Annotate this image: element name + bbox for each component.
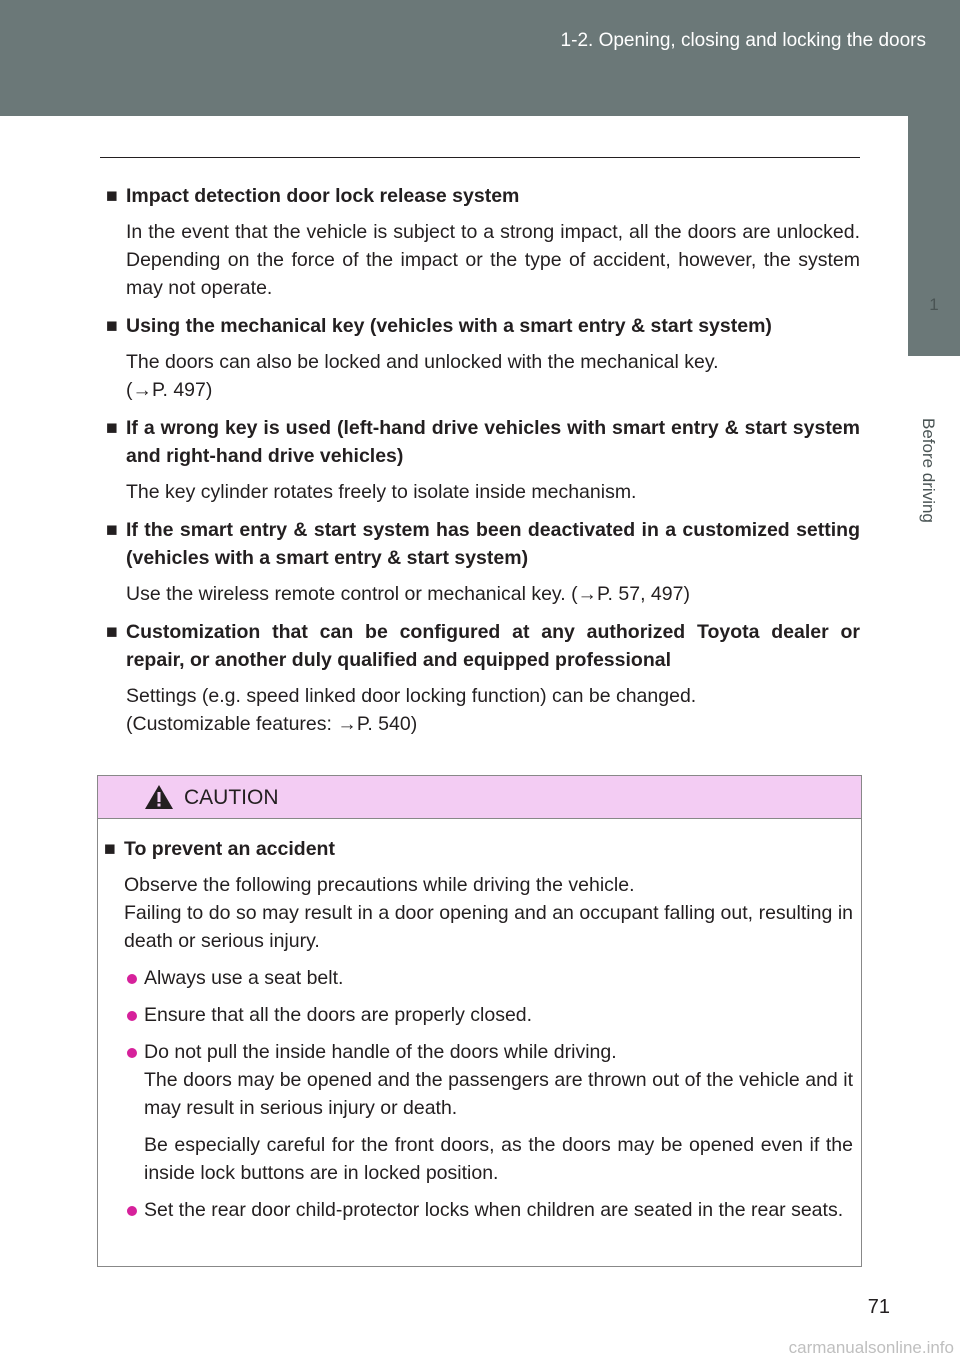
section-body [100, 348, 860, 404]
page-reference: (Customizable features: →P. 540) [126, 713, 418, 735]
square-bullet-icon: ■ [106, 417, 118, 439]
section-text: The doors can also be locked and unlocked with the mechanical key. [126, 351, 719, 373]
caution-header [98, 776, 861, 819]
section-body [100, 682, 860, 738]
chapter-header [0, 0, 960, 116]
section-heading [100, 414, 860, 470]
chapter-label: Before driving [919, 418, 938, 523]
square-bullet-icon: ■ [106, 315, 118, 337]
caution-bullet-detail: The doors may be opened and the passengers are thrown out of the vehicle and it may result in serious injury or death. [144, 1069, 853, 1119]
top-rule [100, 157, 860, 158]
section-heading [100, 516, 860, 572]
caution-title: CAUTION [184, 786, 279, 809]
watermark: carmanualsonline.info [788, 1338, 954, 1357]
section-heading-text: Using the mechanical key (vehicles with a smart entry & start system) [126, 315, 772, 337]
section-heading [100, 618, 860, 674]
section-text: Settings (e.g. speed linked door locking function) can be changed. [126, 685, 697, 707]
caution-heading [98, 835, 853, 863]
square-bullet-icon: ■ [106, 519, 118, 541]
square-bullet-icon: ■ [104, 838, 116, 860]
section-heading [100, 312, 860, 340]
section-body [100, 218, 860, 302]
section-text: In the event that the vehicle is subject to a strong impact, all the doors are unlocked. Depending on the force of the impact or the type of accident, however, the system may not operate. [126, 221, 860, 299]
section-heading-text: Customization that can be configured at any authorized Toyota dealer or repair, or another duly qualified and equipped professional [126, 621, 860, 671]
caution-bullet-detail-para [98, 1131, 853, 1187]
caution-box [97, 775, 862, 1267]
square-bullet-icon: ■ [106, 621, 118, 643]
section-heading-text: If the smart entry & start system has been deactivated in a customized setting (vehicles with a smart entry & start system) [126, 519, 860, 569]
chapter-side-tab [908, 116, 960, 356]
caution-intro-line: Failing to do so may result in a door opening and an occupant falling out, resulting in death or serious injury. [124, 902, 853, 952]
caution-body [98, 819, 861, 1224]
bullet-dot-icon [127, 974, 137, 984]
page-reference: (→P. 497) [126, 379, 213, 401]
caution-bullet [98, 1001, 853, 1029]
main-content [100, 157, 860, 748]
chapter-number: 1 [929, 295, 939, 314]
section-body [100, 478, 860, 506]
section-heading-text: Impact detection door lock release system [126, 185, 520, 207]
caution-bullet-text: Ensure that all the doors are properly closed. [144, 1004, 533, 1026]
chapter-title: 1-2. Opening, closing and locking the doors [560, 30, 926, 51]
caution-bullet-text: Set the rear door child-protector locks when children are seated in the rear seats. [144, 1199, 844, 1221]
bullet-dot-icon [127, 1011, 137, 1021]
caution-intro [98, 871, 853, 955]
section-heading-text: If a wrong key is used (left-hand drive vehicles with smart entry & start system and right-hand drive vehicles) [126, 417, 860, 467]
section-text: Use the wireless remote control or mechanical key. (→P. 57, 497) [126, 583, 690, 605]
caution-bullet-detail: Be especially careful for the front doors, as the doors may be opened even if the inside lock buttons are in locked position. [144, 1134, 853, 1184]
caution-heading-text: To prevent an accident [124, 838, 335, 860]
bullet-dot-icon [127, 1206, 137, 1216]
section-body [100, 580, 860, 608]
caution-intro-line: Observe the following precautions while driving the vehicle. [124, 874, 635, 896]
caution-bullet [98, 1196, 853, 1224]
page-number: 71 [867, 1296, 890, 1318]
caution-bullet-text: Do not pull the inside handle of the doors while driving. [144, 1041, 617, 1063]
caution-bullet [98, 1038, 853, 1122]
section-text: The key cylinder rotates freely to isolate inside mechanism. [126, 481, 637, 503]
warning-triangle-icon [144, 784, 174, 810]
section-heading [100, 182, 860, 210]
caution-bullet [98, 964, 853, 992]
bullet-dot-icon [127, 1048, 137, 1058]
caution-bullet-text: Always use a seat belt. [144, 967, 344, 989]
square-bullet-icon: ■ [106, 185, 118, 207]
